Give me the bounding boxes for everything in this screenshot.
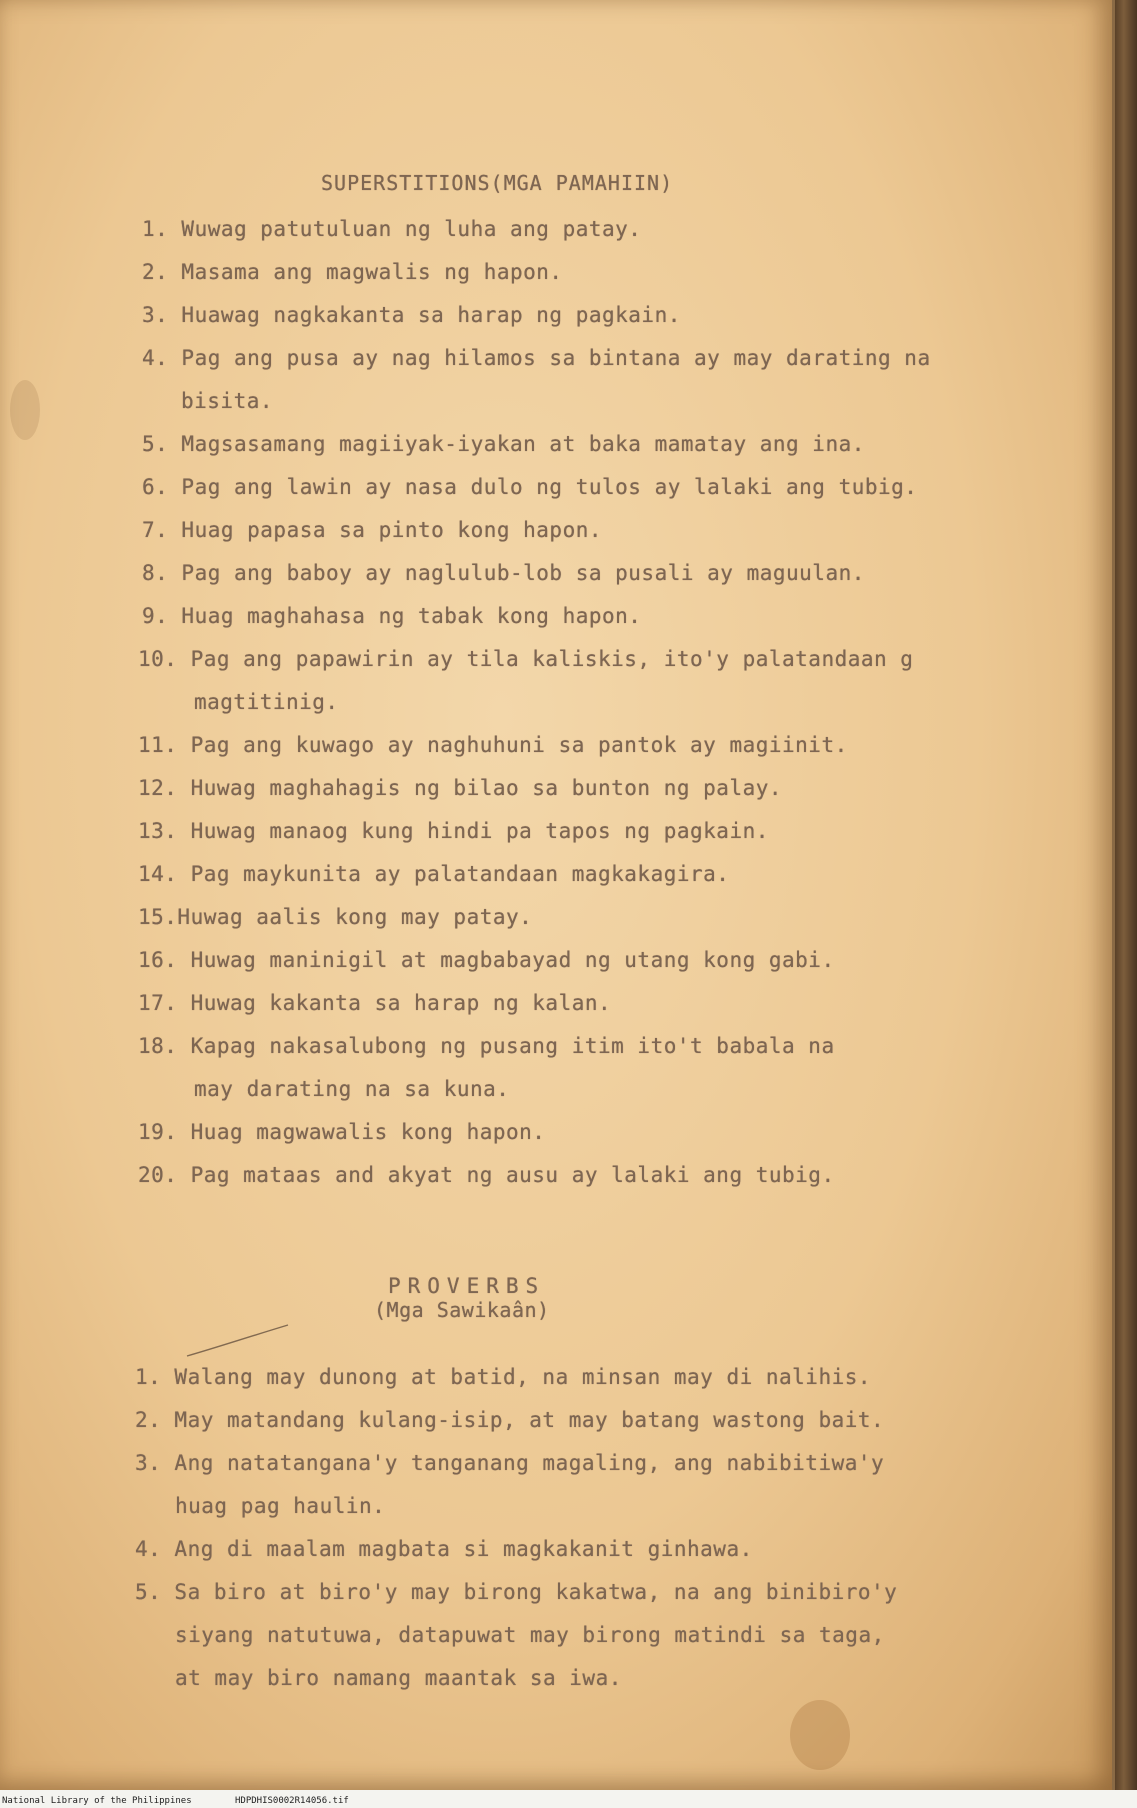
- footer-source: National Library of the Philippines: [2, 1796, 192, 1806]
- superstition-item-continued: bisita.: [181, 389, 274, 413]
- proverb-item: 1. Walang may dunong at batid, na minsan may di nalihis.: [135, 1365, 872, 1389]
- footer-file: HDPDHIS0002R14056.tif: [235, 1796, 349, 1806]
- pencil-mark: [185, 1322, 290, 1360]
- superstition-item: 14. Pag maykunita ay palatandaan magkakagira.: [138, 862, 730, 886]
- superstition-item: 13. Huwag manaog kung hindi pa tapos ng pagkain.: [138, 819, 769, 843]
- superstitions-title: SUPERSTITIONS(MGA PAMAHIIN): [321, 171, 674, 195]
- superstition-item: 18. Kapag nakasalubong ng pusang itim ito't babala na: [138, 1034, 835, 1058]
- proverb-item-continued: siyang natutuwa, datapuwat may birong matindi sa taga,: [175, 1623, 885, 1647]
- superstition-item: 5. Magsasamang magiiyak-iyakan at baka mamatay ang ina.: [142, 432, 865, 456]
- superstition-item: 3. Huawag nagkakanta sa harap ng pagkain.: [142, 303, 681, 327]
- paper-stain: [10, 380, 40, 440]
- superstition-item: 17. Huwag kakanta sa harap ng kalan.: [138, 991, 612, 1015]
- superstition-item: 19. Huag magwawalis kong hapon.: [138, 1120, 546, 1144]
- superstition-item-continued: may darating na sa kuna.: [194, 1077, 510, 1101]
- proverb-item: 3. Ang natatangana'y tanganang magaling, ang nabibitiwa'y: [135, 1451, 885, 1475]
- superstition-item: 2. Masama ang magwalis ng hapon.: [142, 260, 563, 284]
- superstition-item: 15.Huwag aalis kong may patay.: [138, 905, 533, 929]
- proverb-item: 5. Sa biro at biro'y may birong kakatwa, na ang binibiro'y: [135, 1580, 898, 1604]
- superstition-item: 20. Pag mataas and akyat ng ausu ay lalaki ang tubig.: [138, 1163, 835, 1187]
- superstition-item: 10. Pag ang papawirin ay tila kaliskis, ito'y palatandaan g: [138, 647, 914, 671]
- superstition-item: 8. Pag ang baboy ay naglulub-lob sa pusali ay maguulan.: [142, 561, 865, 585]
- paper-stain: [790, 1700, 850, 1770]
- proverb-item: 2. May matandang kulang-isip, at may batang wastong bait.: [135, 1408, 885, 1432]
- proverb-item-continued: at may biro namang maantak sa iwa.: [175, 1666, 622, 1690]
- proverb-item: 4. Ang di maalam magbata si magkakanit ginhawa.: [135, 1537, 753, 1561]
- superstition-item: 16. Huwag maninigil at magbabayad ng utang kong gabi.: [138, 948, 835, 972]
- superstition-item: 6. Pag ang lawin ay nasa dulo ng tulos ay lalaki ang tubig.: [142, 475, 918, 499]
- proverbs-subtitle: (Mga Sawikaân): [374, 1298, 550, 1322]
- superstition-item: 1. Wuwag patutuluan ng luha ang patay.: [142, 217, 642, 241]
- superstition-item: 12. Huwag maghahagis ng bilao sa bunton ng palay.: [138, 776, 783, 800]
- superstition-item: 9. Huag maghahasa ng tabak kong hapon.: [142, 604, 642, 628]
- proverbs-title: PROVERBS: [388, 1274, 546, 1298]
- book-binding-edge: [1115, 0, 1137, 1790]
- superstition-item-continued: magtitinig.: [194, 690, 339, 714]
- superstition-item: 7. Huag papasa sa pinto kong hapon.: [142, 518, 603, 542]
- superstition-item: 4. Pag ang pusa ay nag hilamos sa bintana ay may darating na: [142, 346, 931, 370]
- proverb-item-continued: huag pag haulin.: [175, 1494, 386, 1518]
- superstition-item: 11. Pag ang kuwago ay naghuhuni sa pantok ay magiinit.: [138, 733, 848, 757]
